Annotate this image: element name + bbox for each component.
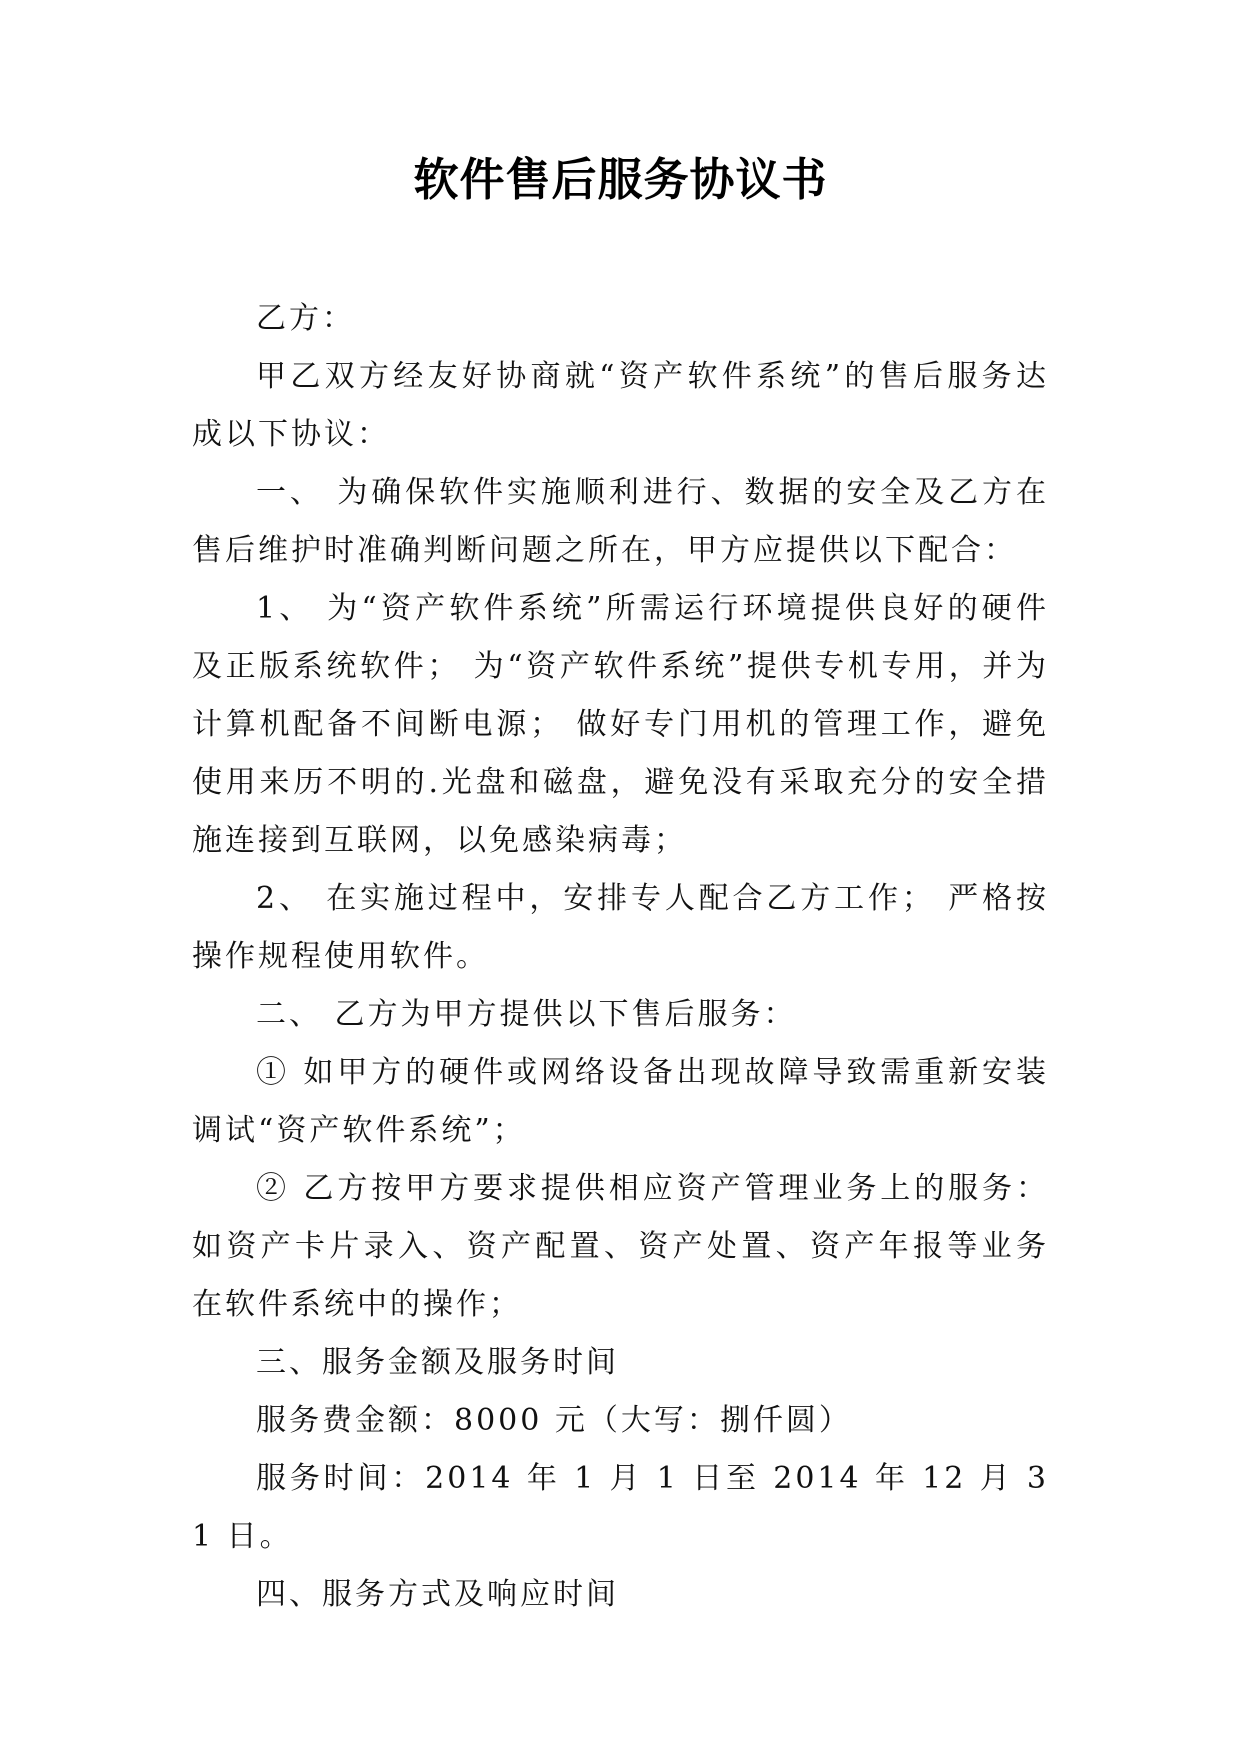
intro-paragraph: 甲乙双方经友好协商就“资产软件系统”的售后服务达成以下协议： <box>192 359 1049 452</box>
section-one-heading: 一、 为确保软件实施顺利进行、数据的安全及乙方在售后维护时准确判断问题之所在，甲方应提供以下配合： <box>192 475 1049 568</box>
section-two-item-2: ② 乙方按甲方要求提供相应资产管理业务上的服务：如资产卡片录入、资产配置、资产处置、资产年报等业务在软件系统中的操作； <box>192 1171 1049 1322</box>
document-title: 软件售后服务协议书 <box>413 153 828 206</box>
section-four-heading: 四、服务方式及响应时间 <box>256 1577 619 1612</box>
section-one-item-2: 2、 在实施过程中，安排专人配合乙方工作； 严格按操作规程使用软件。 <box>192 881 1049 974</box>
party-b-line: 乙方： <box>256 301 355 336</box>
service-fee-line: 服务费金额：8000 元（大写：捌仟圆） <box>256 1403 852 1438</box>
section-two-item-1: ① 如甲方的硬件或网络设备出现故障导致需重新安装调试“资产软件系统”； <box>192 1055 1049 1148</box>
section-two-heading: 二、 乙方为甲方提供以下售后服务： <box>256 997 797 1032</box>
service-period-line: 服务时间：2014 年 1 月 1 日至 2014 年 12 月 31 日。 <box>192 1461 1049 1554</box>
document-body <box>192 290 1049 1624</box>
section-three-heading: 三、服务金额及服务时间 <box>256 1345 619 1380</box>
section-one-item-1: 1、 为“资产软件系统”所需运行环境提供良好的硬件及正版系统软件； 为“资产软件系统”提供专机专用，并为计算机配备不间断电源； 做好专门用机的管理工作，避免使用来历不明的.光盘和磁盘，避免没有采取充分的安全措施连接到互联网，以免感染病毒； <box>192 591 1049 858</box>
